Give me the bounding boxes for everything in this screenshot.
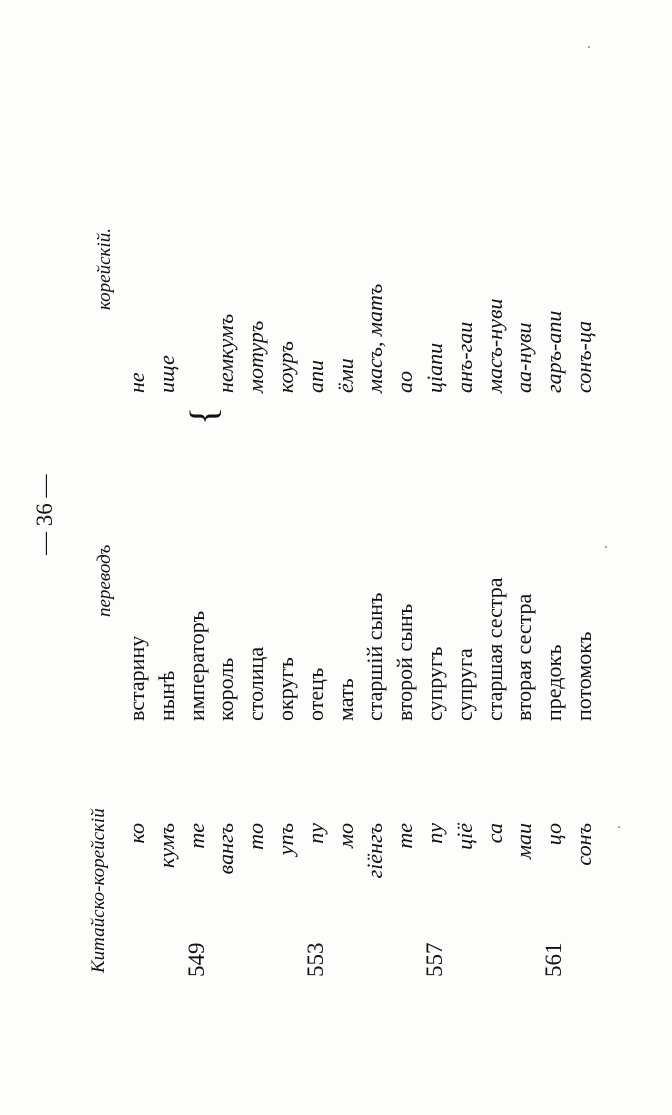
chinese-korean-word: маи [511,823,537,860]
speck [588,46,590,48]
chinese-korean-word: те [392,823,418,849]
chinese-korean-word: гіёнгъ [362,823,388,879]
translation-cell: супругъ [422,646,447,721]
chinese-korean-word: вангъ [213,823,239,875]
table-row [182,0,212,1115]
chinese-korean-word: сонъ [571,823,596,866]
table-row [480,0,510,1115]
brace-symbol: { [183,406,225,425]
chinese-korean-word: ко [124,823,149,844]
translation-cell: старшая сестра [481,577,507,721]
translation-cell: встарину [124,635,149,721]
translation-cell: вторая сестра [511,593,537,721]
korean-cell: немкумъ [213,313,239,393]
korean-cell: анъ-гаи [451,321,477,393]
header-chinese-korean: Китайско-корейскій [88,808,109,973]
row-number: 557 [422,942,447,977]
chinese-korean-word: мо [332,823,358,849]
table-row [331,0,361,1115]
row-number: 553 [302,942,328,977]
translation-cell: мать [332,678,358,721]
translation-cell: нынѣ [153,670,179,721]
row-number: 561 [541,942,567,977]
table-row [509,0,539,1115]
korean-cell: не [124,372,149,393]
korean-cell: масъ, матъ [362,283,388,393]
speck [605,546,607,548]
table-row [450,0,480,1115]
header-translation: переводъ [94,544,115,617]
chinese-korean-word: те [183,823,209,849]
korean-cell: ао [392,371,418,393]
table-row [241,0,271,1115]
page-number: — 36 — [32,474,57,555]
table-row [122,0,152,1115]
translation-cell: потомокъ [571,631,596,721]
speck [618,826,620,828]
table-row [301,0,331,1115]
korean-cell: коуръ [273,341,298,393]
korean-cell: ёми [332,358,358,393]
row-number: 549 [183,942,209,977]
korean-cell: мотуръ [243,320,269,393]
chinese-korean-word: пу [302,823,328,844]
korean-cell: ище [153,355,179,393]
translation-cell: предокъ [541,644,567,721]
table-row [569,0,599,1115]
chinese-korean-word: ціё [451,823,477,850]
translation-cell: второй сынъ [392,603,418,721]
header-korean: корейскій. [94,228,115,310]
chinese-korean-word: кумъ [153,823,179,868]
chinese-korean-word: упъ [273,823,298,856]
translation-cell: столица [243,646,269,721]
translation-cell: супруга [451,648,477,721]
translation-cell: король [213,657,239,721]
chinese-korean-word: са [481,823,507,844]
table-row [539,0,569,1115]
table-row [152,0,182,1115]
translation-cell: округъ [273,657,298,721]
korean-cell: аа-нуви [511,322,537,393]
translation-cell: старшій сынъ [362,592,388,721]
table-row [390,0,420,1115]
chinese-korean-word: цо [541,823,567,846]
table-row [211,0,241,1115]
translation-cell: императоръ [183,610,209,721]
table-row [420,0,450,1115]
korean-cell: апи [302,360,328,393]
korean-cell: цiапи [422,342,447,393]
translation-cell: отецъ [302,667,328,721]
korean-cell: масъ-нуви [481,298,507,393]
chinese-korean-word: пу [422,823,447,844]
korean-cell: сонъ-ца [571,320,596,393]
table-row [271,0,301,1115]
table-row [360,0,390,1115]
korean-cell: гаръ-апи [541,310,567,393]
chinese-korean-word: то [243,823,269,850]
